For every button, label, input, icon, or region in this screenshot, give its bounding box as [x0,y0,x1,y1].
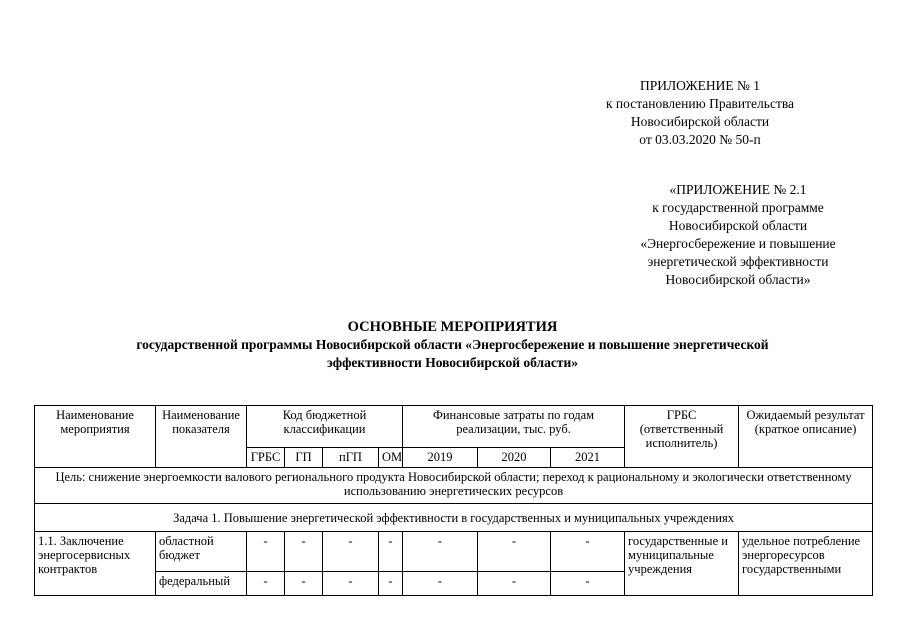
appendix-1-line: от 03.03.2020 № 50-п [639,132,761,147]
pgp-cell: - [323,572,379,596]
appendix-2-line: к государственной программе [652,200,824,215]
pgp-cell: - [323,532,379,572]
header-costs: Финансовые затраты по годам реализации, тыс. руб. [403,406,625,448]
table-row-goal [35,468,873,504]
header-gp: ГП [285,448,323,468]
year-2021-cell: - [551,572,625,596]
om-cell: - [379,532,403,572]
appendix-2-line: Новосибирской области» [665,272,811,287]
header-indicator-name: Наименование показателя [156,406,247,468]
indicator-cell: областной бюджет [156,532,247,572]
table-row-task [35,504,873,532]
year-2021-cell: - [551,532,625,572]
grbs-cell: - [247,532,285,572]
header-expected-result: Ожидаемый результат (краткое описание) [739,406,873,468]
grbs-cell: - [247,572,285,596]
expected-result-cell: удельное потребление энергоресурсов государственными [739,532,873,596]
year-2020-cell: - [478,572,551,596]
executor-cell: государственные и муниципальные учреждения [625,532,739,596]
activity-name-cell: 1.1. Заключение энергосервисных контрактов [35,532,156,596]
appendix-2-line: «Энергосбережение и повышение [640,236,836,251]
goal-text: Цель: снижение энергоемкости валового регионального продукта Новосибирской области; переход к рациональному и экологически ответственному использованию энергетических ресурсов [35,468,873,504]
header-year-2020: 2020 [478,448,551,468]
header-pgp: пГП [323,448,379,468]
header-grbs: ГРБС [247,448,285,468]
header-grbs-executor: ГРБС (ответственный исполнитель) [625,406,739,468]
appendix-2-line: Новосибирской области [668,218,808,233]
appendix-1-line: к постановлению Правительства [605,96,795,111]
gp-cell: - [285,572,323,596]
year-2019-cell: - [403,572,478,596]
title-main: ОСНОВНЫЕ МЕРОПРИЯТИЯ [347,319,558,335]
appendix-1-header [600,77,800,149]
header-year-2019: 2019 [403,448,478,468]
activities-table [34,405,873,596]
om-cell: - [379,572,403,596]
header-budget-code: Код бюджетной классификации [247,406,403,448]
table-header-row [35,406,873,448]
appendix-1-line: ПРИЛОЖЕНИЕ № 1 [639,78,761,93]
task-1-text: Задача 1. Повышение энергетической эффективности в государственных и муниципальных учреждениях [35,504,873,532]
year-2019-cell: - [403,532,478,572]
appendix-1-line: Новосибирской области [630,114,770,129]
appendix-2-line: энергетической эффективности [647,254,829,269]
indicator-cell: федеральный [156,572,247,596]
header-year-2021: 2021 [551,448,625,468]
appendix-2-line: «ПРИЛОЖЕНИЕ № 2.1 [669,182,807,197]
title-sub-line-1: государственной программы Новосибирской области «Энергосбережение и повышение энергетической [136,337,769,352]
table-row [35,532,873,572]
header-activity-name: Наименование мероприятия [35,406,156,468]
document-title [40,318,865,372]
gp-cell: - [285,532,323,572]
appendix-2-1-header [592,181,884,289]
year-2020-cell: - [478,532,551,572]
header-om: ОМ [379,448,403,468]
title-sub-line-2: эффективности Новосибирской области» [326,355,578,370]
